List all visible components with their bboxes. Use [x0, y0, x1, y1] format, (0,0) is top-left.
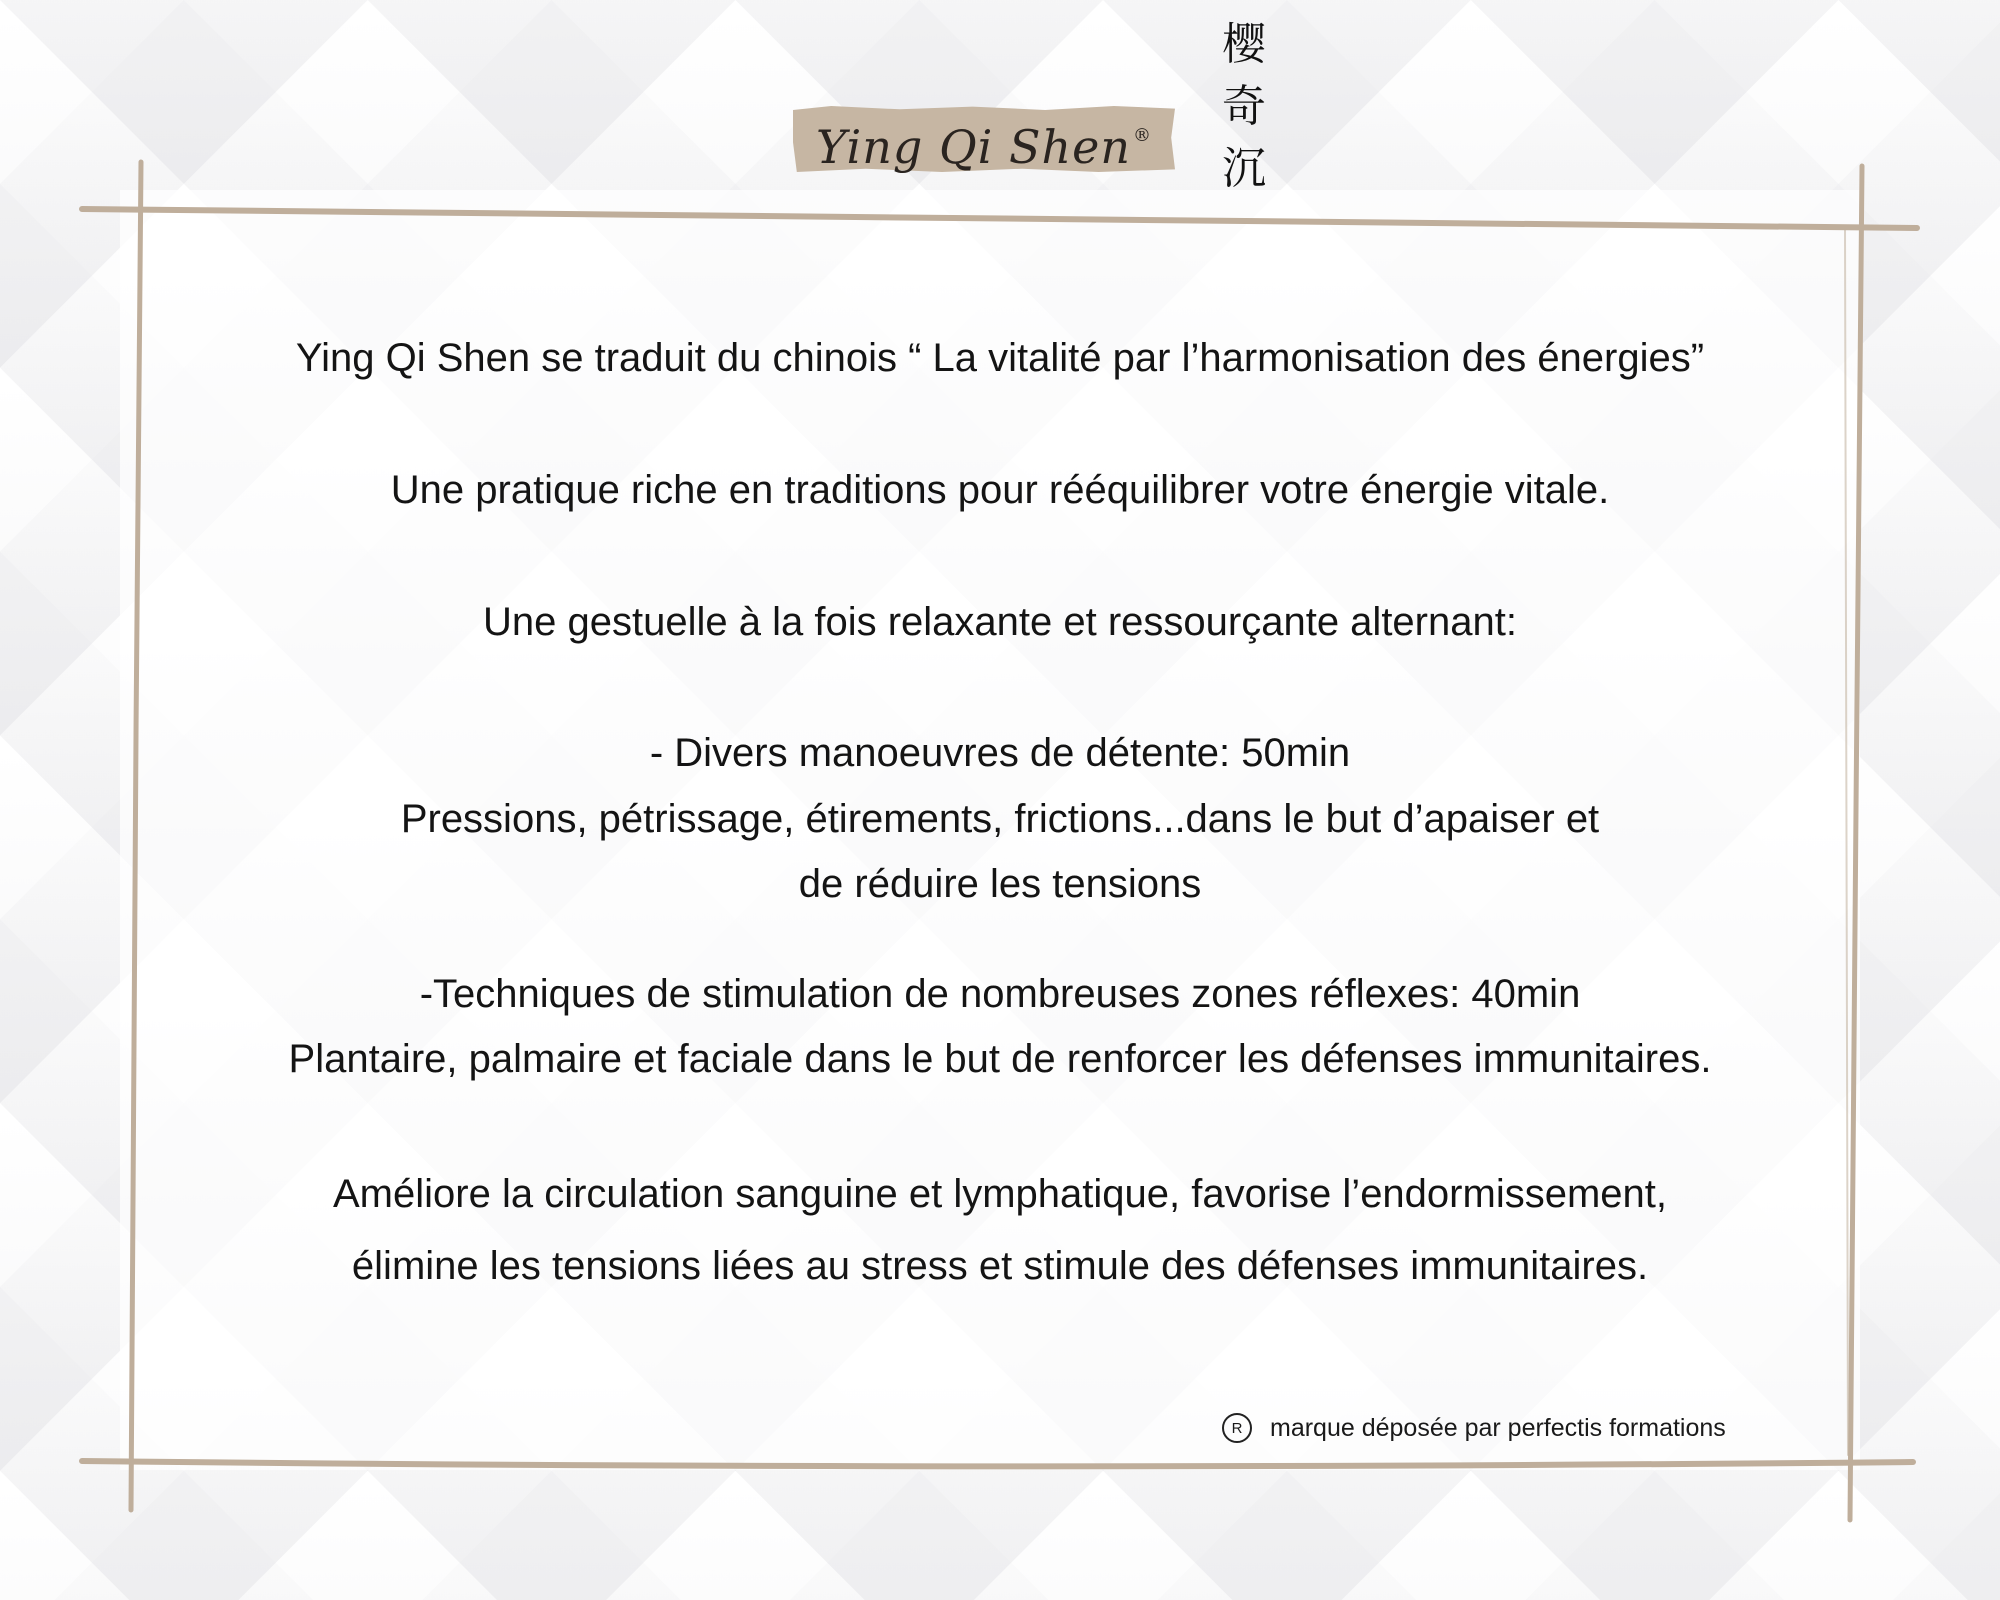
- frame-right-line: [1850, 166, 1862, 1520]
- intro-gestures: Une gestuelle à la fois relaxante et ressourçante alternant:: [483, 600, 1517, 644]
- benefits-line-1: Améliore la circulation sanguine et lymphatique, favorise l’endormissement,: [333, 1172, 1667, 1216]
- frame-inner-right: [1845, 228, 1848, 1455]
- registered-icon: R: [1222, 1413, 1252, 1443]
- chinese-characters: [1216, 14, 1272, 200]
- section-relaxation-title: - Divers manoeuvres de détente: 50min: [649, 731, 1351, 775]
- intro-practice: Une pratique riche en traditions pour rééquilibrer votre énergie vitale.: [390, 468, 1610, 512]
- cjk-char-2: 奇: [1222, 81, 1266, 132]
- intro-translation: Ying Qi Shen se traduit du chinois “ La vitalité par l’harmonisation des énergies”: [295, 336, 1705, 380]
- cjk-char-1: 樱: [1222, 19, 1266, 70]
- cjk-char-3: 沉: [1222, 143, 1266, 194]
- logo-registered-mark: ®: [1133, 125, 1152, 146]
- section-relaxation-desc-1: Pressions, pétrissage, étirements, frictions...dans le but d’apaiser et: [400, 797, 1600, 841]
- frame-left-line: [131, 162, 141, 1510]
- frame-top-line: [82, 209, 1917, 228]
- section-reflex-title: -Techniques de stimulation de nombreuses zones réflexes: 40min: [419, 972, 1581, 1016]
- trademark-note: [1222, 1408, 1726, 1448]
- benefits-line-2: élimine les tensions liées au stress et stimule des défenses immunitaires.: [351, 1244, 1649, 1288]
- frame-bottom-line: [82, 1461, 1913, 1466]
- logo-text: Ying Qi Shen: [816, 120, 1131, 174]
- brand-logo: [793, 96, 1175, 176]
- section-relaxation-desc-2: de réduire les tensions: [798, 862, 1202, 906]
- trademark-text: marque déposée par perfectis formations: [1270, 1413, 1726, 1442]
- section-reflex-desc: Plantaire, palmaire et faciale dans le but de renforcer les défenses immunitaires.: [288, 1037, 1712, 1081]
